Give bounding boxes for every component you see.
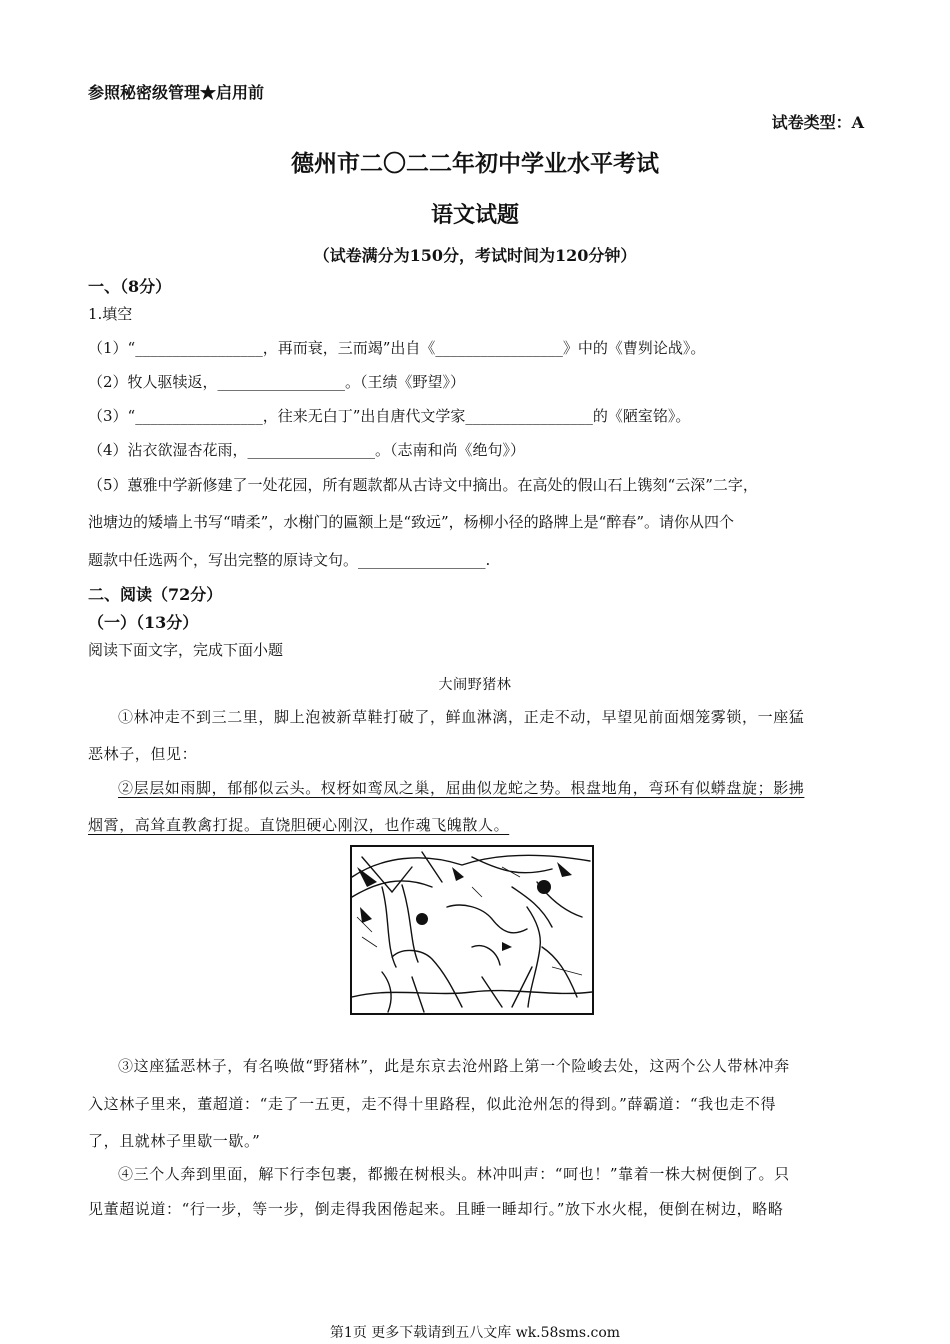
page-footer: 第1页 更多下载请到五八文库 wk.58sms.com	[329, 1325, 621, 1341]
reading-instruction: 阅读下面文字，完成下面小题	[88, 641, 284, 659]
passage-line: ④三个人奔到里面，解下行李包裹，都搬在树根头。林冲叫声：“呵也！”靠着一株大树便倒了。只	[118, 1165, 790, 1183]
fill-item: （2）牧人驱犊返，_________________。（王绩《野望》）	[88, 373, 466, 391]
passage-line: 恶林子，但见：	[88, 745, 198, 763]
passage-line: 了，且就林子里歇一歇。”	[88, 1132, 261, 1150]
forest-fight-illustration	[352, 847, 592, 1013]
fill-item: （3）“_________________，往来无白丁”出自唐代文学家_________________的《陋室铭》。	[88, 407, 691, 425]
illustration	[350, 845, 594, 1015]
fill-item: 池塘边的矮墙上书写“晴柔”，水榭门的匾额上是“致远”，杨柳小径的路牌上是“醉春”。请你从四个	[88, 513, 735, 531]
secrecy-notice: 参照秘密级管理★启用前	[88, 83, 265, 102]
question-1-label: 1.填空	[88, 305, 133, 323]
fill-item: 题款中任选两个，写出完整的原诗文句。_________________.	[88, 551, 491, 569]
fill-item: （4）沾衣欲湿杏花雨，_________________。（志南和尚《绝句》）	[88, 441, 526, 459]
exam-title: 德州市二〇二二年初中学业水平考试	[291, 150, 659, 177]
section2-heading: 二、阅读（72分）	[88, 585, 223, 604]
fill-item: （1）“_________________，再而衰，三而竭”出自《_________________》中的《曹刿论战》。	[88, 339, 706, 357]
passage-line-underlined: 烟霄，高耸直教禽打捉。直饶胆硬心刚汉，也作魂飞魄散人。	[88, 816, 510, 834]
passage-line: ③这座猛恶林子，有名唤做“野猪林”，此是东京去沧州路上第一个险峻去处，这两个公人带林冲奔	[118, 1057, 790, 1075]
subject-title: 语文试题	[430, 202, 519, 228]
passage-line-underlined: ②层层如雨脚，郁郁似云头。杈枒如鸾凤之巢，屈曲似龙蛇之势。根盘地角，弯环有似蟒盘旋；影拂	[118, 779, 805, 797]
exam-info: （试卷满分为150分，考试时间为120分钟）	[313, 246, 637, 265]
passage-title: 大闹野猪林	[438, 677, 512, 693]
paper-type: 试卷类型：A	[771, 113, 864, 132]
passage-line: ①林冲走不到三二里，脚上泡被新草鞋打破了，鲜血淋漓，正走不动，早望见前面烟笼雾锁，一座猛	[118, 708, 805, 726]
passage-line: 入这林子里来，董超道：“走了一五更，走不得十里路程，似此沧州怎的得到。”薛霸道：“我也走不得	[88, 1095, 777, 1113]
section1-heading: 一、（8分）	[88, 277, 172, 296]
subsection-heading: （一）（13分）	[88, 613, 199, 632]
passage-line: 见董超说道：“行一步，等一步，倒走得我困倦起来。且睡一睡却行。”放下水火棍，便倒在树边，略略	[88, 1200, 784, 1218]
fill-item: （5）蕙雅中学新修建了一处花园，所有题款都从古诗文中摘出。在高处的假山石上镌刻“云深”二字，	[88, 476, 758, 494]
